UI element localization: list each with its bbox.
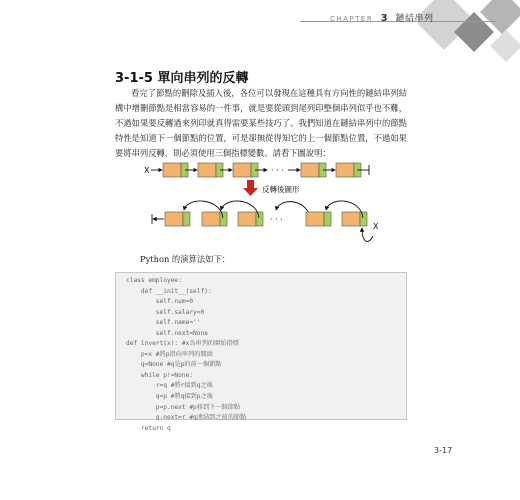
node	[233, 163, 258, 177]
code-line: def __init__(self):	[126, 287, 212, 295]
code-line: while p!=None:	[126, 371, 194, 379]
linked-list-reversal-diagram	[140, 158, 410, 253]
code-line: class employee:	[126, 277, 182, 284]
code-line: self.num=0	[126, 298, 194, 306]
body-line: 的節點特性是知道下一個節點的位置，可是卻無從得知它的上一個節點位置，	[115, 118, 407, 144]
running-header	[330, 11, 433, 24]
code-line: p=p.next #p移到下一個節點	[126, 403, 241, 411]
ellipsis: · · ·	[271, 166, 284, 175]
node	[198, 163, 223, 177]
transform-arrow-icon	[243, 180, 258, 196]
code-line: p=x #將p指向串列的開頭	[126, 350, 213, 358]
end-label: X	[373, 222, 379, 231]
node	[306, 212, 331, 226]
code-line: self.next=None	[126, 329, 208, 337]
code-line: q=None #q是p的前一個節點	[126, 361, 222, 369]
chapter-title: 鏈結串列	[395, 14, 434, 24]
body-paragraph	[115, 86, 407, 161]
code-line: def invert(x): #x為串列的開始指標	[126, 340, 239, 348]
code-block	[115, 272, 407, 432]
chapter-word: CHAPTER	[330, 15, 374, 23]
code-line: q.next=r #q連結到之前的節點	[126, 414, 247, 422]
reverse-link-arrow	[276, 202, 310, 216]
page-number: 3-17	[434, 446, 453, 455]
start-label: X	[144, 166, 150, 175]
section-title: 3-1-5 單向串列的反轉	[115, 71, 249, 86]
body-line: 難，不過如果要反轉過來列印就真得需要某些技巧了。我們知道在鏈結串列中	[115, 103, 407, 129]
head-pointer-arrow	[362, 228, 373, 242]
body-line: 看完了節點的刪除及插入後，各位可以發現在這種具有方向性的鏈結串列	[131, 88, 399, 98]
transform-caption: 反轉後圖形	[262, 185, 300, 194]
corner-decoration	[418, 0, 520, 64]
node	[342, 212, 367, 226]
node	[301, 163, 326, 177]
code-line: r=q #將r接到q之後	[126, 382, 213, 390]
code-line: self.salary=0	[126, 308, 205, 316]
code-line: q=p #將q接到p之後	[126, 393, 213, 401]
node	[202, 212, 227, 226]
node	[165, 212, 190, 226]
body-line: 結構中增刪節點是相當容易的一件事，就是要從頭到尾列印整個串列似乎也不	[115, 88, 407, 114]
node	[238, 212, 263, 226]
null-terminator	[152, 214, 164, 224]
body-line: 不過如果要將串列反轉，則必須使用三個指標變數。請看下圖說明：	[115, 133, 407, 159]
code-line: self.name=''	[126, 319, 201, 327]
code-line: return q	[126, 424, 171, 432]
ellipsis: · · ·	[270, 215, 283, 224]
node	[163, 163, 188, 177]
python-caption: Python 的演算法如下：	[140, 254, 231, 264]
chapter-number: 3	[380, 13, 389, 24]
